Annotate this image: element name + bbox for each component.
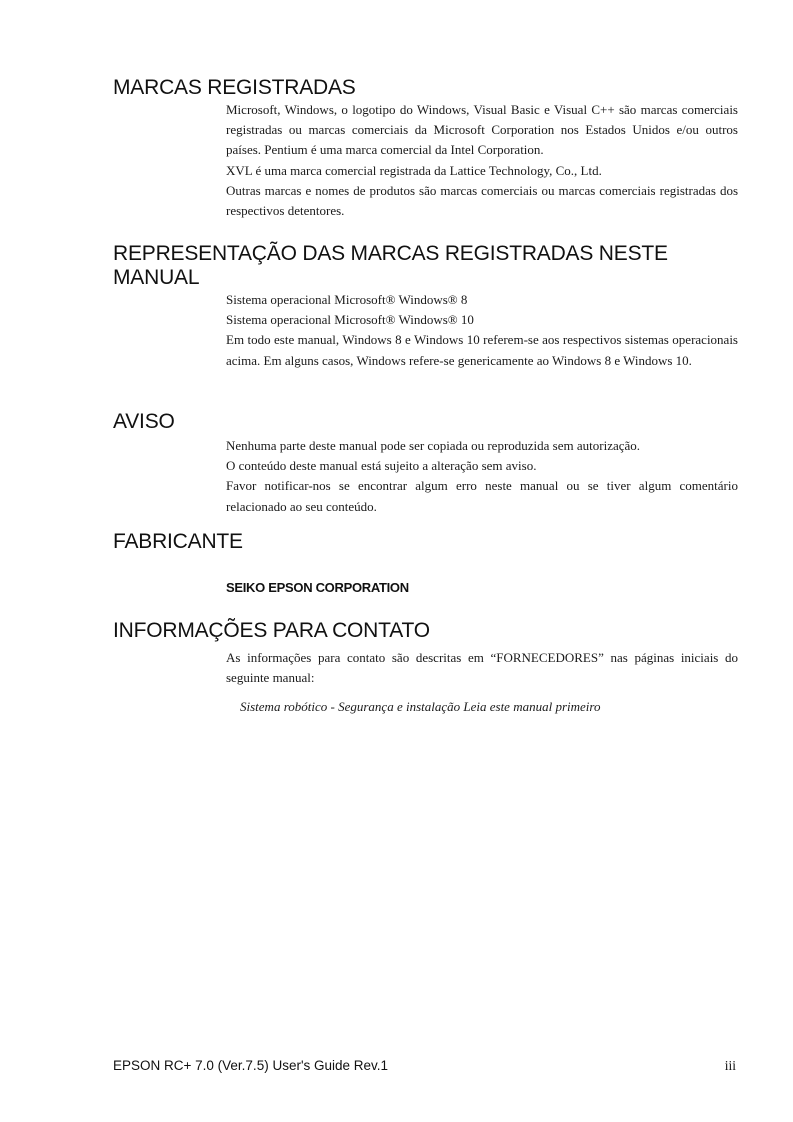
manufacturer-heading: FABRICANTE (113, 530, 243, 553)
footer-title: EPSON RC+ 7.0 (Ver.7.5) User's Guide Rev.1 (113, 1058, 389, 1073)
trademarks-heading: MARCAS REGISTRADAS (113, 76, 356, 99)
trademarks-para-2: XVL é uma marca comercial registrada da Lattice Technology, Co., Ltd. (226, 162, 602, 178)
os-line-windows-10: Sistema operacional Microsoft® Windows® 10 (226, 312, 474, 328)
page-number: iii (724, 1058, 736, 1073)
trademark-notation-para: Em todo este manual, Windows 8 e Windows 10 referem-se aos respectivos sistemas operacionais acima. Em alguns casos, Windows refere-se genericamente ao Windows 8 e Windows 10. (226, 332, 738, 368)
notice-line-2: O conteúdo deste manual está sujeito a alteração sem aviso. (226, 458, 537, 474)
trademark-notation-heading-line-2: MANUAL (113, 266, 200, 289)
manufacturer-section (113, 530, 738, 598)
trademark-notation-body (226, 290, 738, 371)
company-name: SEIKO EPSON CORPORATION (226, 580, 409, 595)
trademarks-section (113, 76, 738, 221)
contact-para: As informações para contato são descritas em “FORNECEDORES” nas páginas iniciais do seguinte manual: (226, 650, 738, 686)
trademark-notation-heading-line-1: REPRESENTAÇÃO DAS MARCAS REGISTRADAS NESTE (113, 242, 668, 265)
contact-section (113, 619, 738, 718)
trademarks-para-3: Outras marcas e nomes de produtos são marcas comerciais ou marcas comerciais registradas dos respectivos detentores. (226, 182, 738, 219)
notice-para: Favor notificar-nos se encontrar algum erro neste manual ou se tiver algum comentário relacionado ao seu conteúdo. (226, 478, 738, 514)
os-line-windows-8: Sistema operacional Microsoft® Windows® 8 (226, 292, 468, 307)
contact-body (226, 648, 738, 718)
notice-body (226, 436, 738, 517)
trademarks-para-1: Microsoft, Windows, o logotipo do Windows, Visual Basic e Visual C++ são marcas comerciais registradas ou marcas comerciais da Microsoft Corporation nos Estados Unidos e/ou outros países. Pentium é uma marca comercial da Intel Corporation. (226, 102, 738, 158)
trademarks-body (226, 100, 738, 221)
manufacturer-body (226, 578, 738, 598)
trademark-notation-section (113, 242, 738, 371)
notice-section (113, 410, 738, 517)
contact-reference-line (226, 697, 738, 717)
trademark-notation-heading (113, 242, 738, 290)
manual-reference: Sistema robótico - Segurança e instalação Leia este manual primeiro (240, 699, 601, 715)
contact-heading: INFORMAÇÕES PARA CONTATO (113, 619, 430, 642)
notice-heading: AVISO (113, 410, 175, 433)
notice-line-1: Nenhuma parte deste manual pode ser copiada ou reproduzida sem autorização. (226, 438, 641, 453)
